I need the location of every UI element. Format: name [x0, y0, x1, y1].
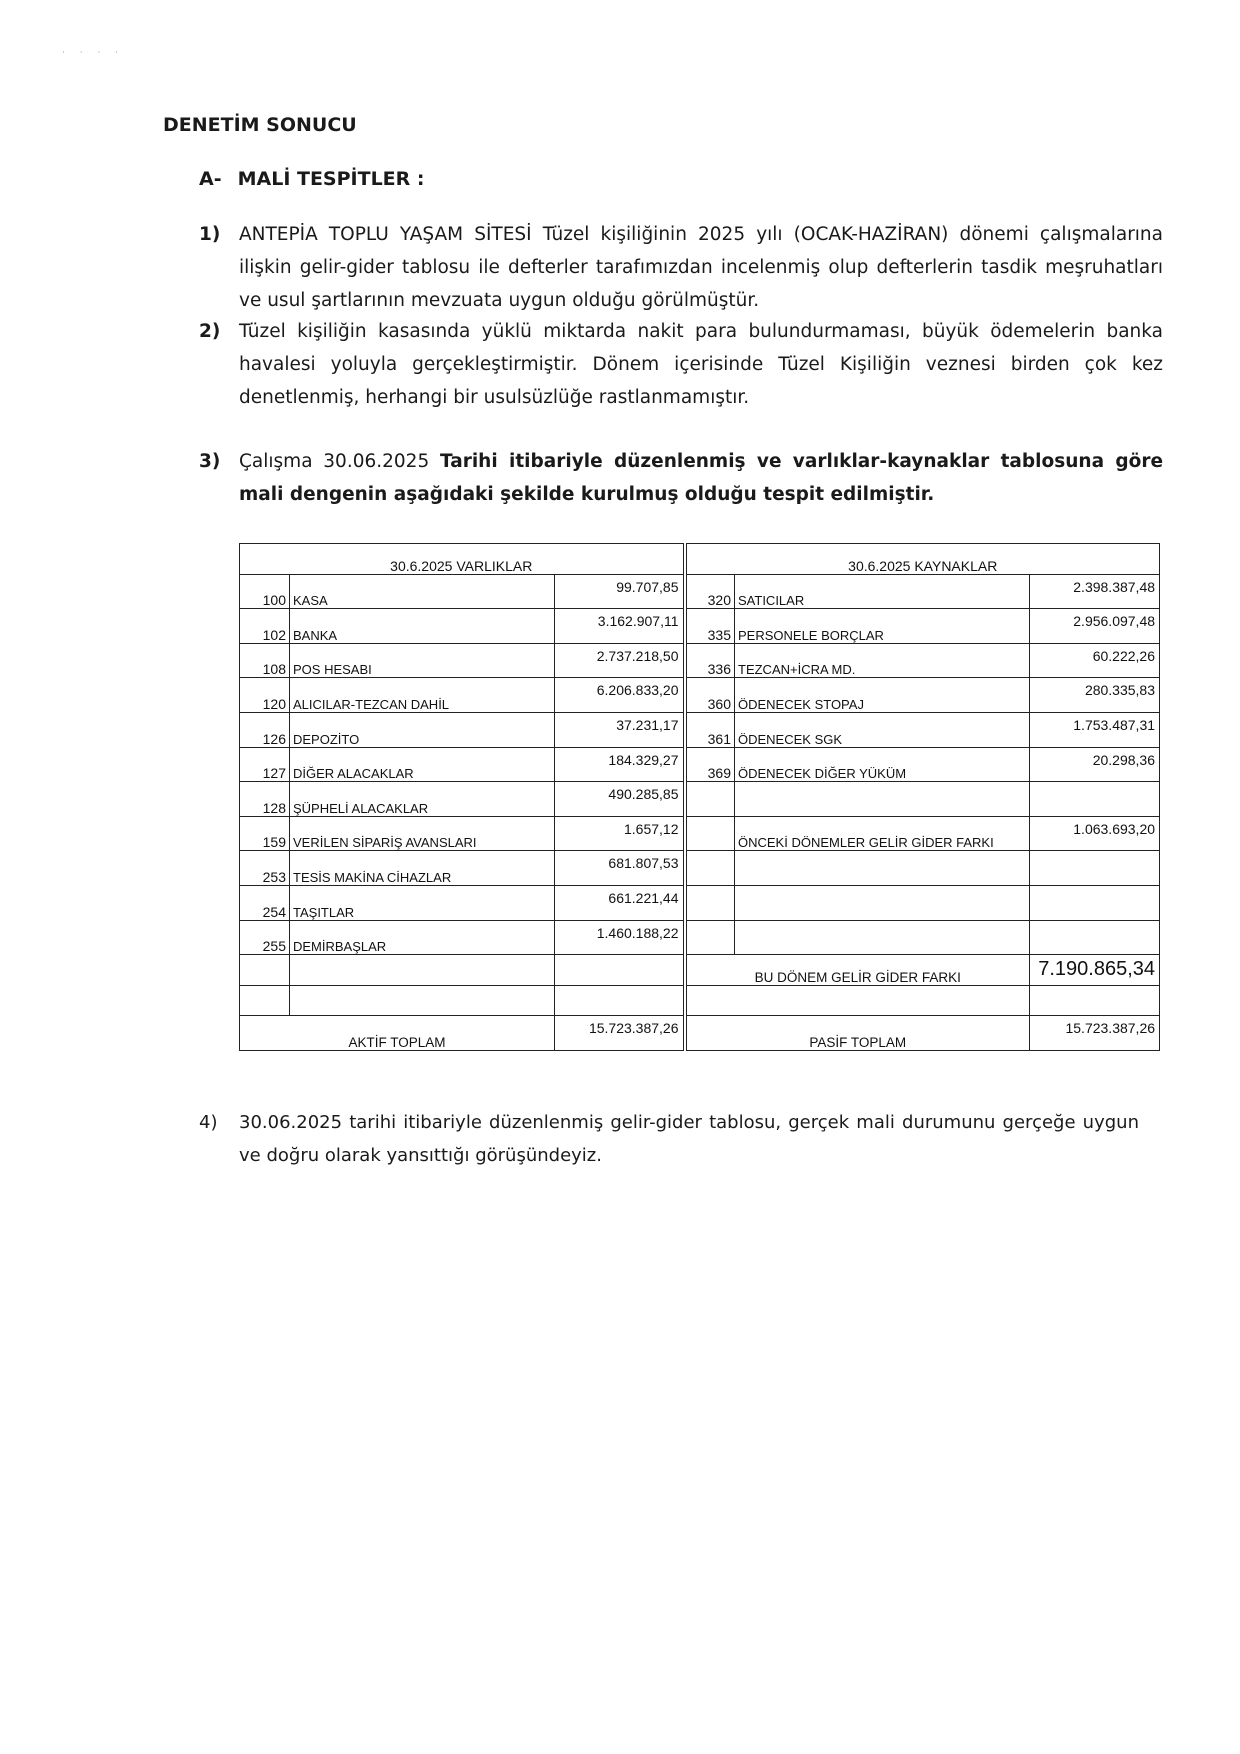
liability-name	[735, 885, 1030, 920]
empty-cell	[240, 955, 290, 986]
asset-amount: 490.285,85	[555, 782, 685, 817]
asset-code: 102	[240, 609, 290, 644]
period-diff-label: BU DÖNEM GELİR GİDER FARKI	[685, 955, 1030, 986]
liability-code: 369	[685, 747, 735, 782]
liability-code	[685, 885, 735, 920]
table-row	[240, 609, 1160, 644]
assets-header: 30.6.2025 VARLIKLAR	[240, 544, 685, 575]
liabilities-header: 30.6.2025 KAYNAKLAR	[685, 544, 1160, 575]
liability-code: 336	[685, 643, 735, 678]
table-row	[240, 885, 1160, 920]
liability-name	[735, 851, 1030, 886]
table-row	[240, 712, 1160, 747]
finding-item-2	[199, 315, 1163, 414]
liability-name: ÖDENECEK STOPAJ	[735, 678, 1030, 713]
liability-code	[685, 816, 735, 851]
empty-cell	[290, 955, 555, 986]
asset-name: BANKA	[290, 609, 555, 644]
liability-amount: 1.753.487,31	[1030, 712, 1160, 747]
asset-code: 108	[240, 643, 290, 678]
asset-name: TESİS MAKİNA CİHAZLAR	[290, 851, 555, 886]
table-row	[240, 574, 1160, 609]
item-text: Tüzel kişiliğin kasasında yüklü miktarda nakit para bulundurmaması, büyük ödemelerin banka havalesi yoluyla gerçekleştirmiştir. Dönem içerisinde Tüzel Kişiliğin veznesi birden çok kez denetlenmiş, herhangi bir usulsüzlüğe rastlanmamıştır.	[239, 321, 1163, 408]
empty-row	[240, 985, 1160, 1016]
liability-code	[685, 851, 735, 886]
table-row	[240, 851, 1160, 886]
item-text: 30.06.2025 tarihi itibariyle düzenlenmiş gelir-gider tablosu, gerçek mali durumunu gerçeğe uygun ve doğru olarak yansıttığı görüşündeyiz.	[239, 1112, 1139, 1166]
period-diff-row	[240, 955, 1160, 986]
asset-amount: 99.707,85	[555, 574, 685, 609]
asset-name: ALICILAR-TEZCAN DAHİL	[290, 678, 555, 713]
asset-code: 126	[240, 712, 290, 747]
liability-name: ÖNCEKİ DÖNEMLER GELİR GİDER FARKI	[735, 816, 1030, 851]
asset-amount: 3.162.907,11	[555, 609, 685, 644]
assets-total-label: AKTİF TOPLAM	[240, 1016, 555, 1051]
item-text: ANTEPİA TOPLU YAŞAM SİTESİ Tüzel kişiliğinin 2025 yılı (OCAK-HAZİRAN) dönemi çalışmalarına ilişkin gelir-gider tablosu ile defterler tarafımızdan incelenmiş olup defterlerin tasdik meşruhatları ve usul şartlarının mevzuata uygun olduğu görülmüştür.	[239, 224, 1163, 311]
balance-header-row	[240, 544, 1160, 575]
period-diff-amount: 7.190.865,34	[1030, 955, 1160, 986]
liability-name: TEZCAN+İCRA MD.	[735, 643, 1030, 678]
item-text-plain: Çalışma 30.06.2025	[239, 451, 430, 472]
asset-code: 253	[240, 851, 290, 886]
asset-name: TAŞITLAR	[290, 885, 555, 920]
asset-name: ŞÜPHELİ ALACAKLAR	[290, 782, 555, 817]
liability-amount	[1030, 920, 1160, 955]
liability-amount	[1030, 885, 1160, 920]
liability-name	[735, 920, 1030, 955]
liability-name: ÖDENECEK DİĞER YÜKÜM	[735, 747, 1030, 782]
item-number: 3)	[199, 451, 221, 472]
item-number: 2)	[199, 321, 221, 342]
asset-code: 120	[240, 678, 290, 713]
asset-name: KASA	[290, 574, 555, 609]
liability-code: 361	[685, 712, 735, 747]
scan-artifact: · · · ·	[62, 48, 125, 58]
asset-code: 159	[240, 816, 290, 851]
liabilities-total: 15.723.387,26	[1030, 1016, 1160, 1051]
asset-amount: 681.807,53	[555, 851, 685, 886]
finding-item-3	[199, 445, 1163, 511]
liability-amount: 280.335,83	[1030, 678, 1160, 713]
balance-body	[240, 574, 1160, 1050]
empty-cell	[290, 985, 555, 1016]
liability-amount: 2.398.387,48	[1030, 574, 1160, 609]
item-number: 1)	[199, 224, 221, 245]
asset-code: 100	[240, 574, 290, 609]
asset-code: 127	[240, 747, 290, 782]
liability-name: SATICILAR	[735, 574, 1030, 609]
asset-amount: 6.206.833,20	[555, 678, 685, 713]
liability-code: 320	[685, 574, 735, 609]
asset-name: POS HESABI	[290, 643, 555, 678]
asset-name: DEPOZİTO	[290, 712, 555, 747]
empty-cell	[555, 985, 685, 1016]
finding-item-1	[199, 218, 1163, 317]
asset-amount: 1.460.188,22	[555, 920, 685, 955]
liability-name: PERSONELE BORÇLAR	[735, 609, 1030, 644]
item-number: 4)	[199, 1112, 218, 1133]
liability-amount: 60.222,26	[1030, 643, 1160, 678]
section-heading	[199, 168, 425, 190]
asset-amount: 1.657,12	[555, 816, 685, 851]
item-text-bold: Tarihi itibariyle düzenlenmiş ve varlıklar-kaynaklar tablosuna göre mali dengenin aşağıdaki şekilde kurulmuş olduğu tespit edilmiştir.	[239, 451, 1163, 505]
section-letter: A-	[199, 168, 222, 190]
assets-total: 15.723.387,26	[555, 1016, 685, 1051]
asset-amount: 37.231,17	[555, 712, 685, 747]
asset-name: DEMİRBAŞLAR	[290, 920, 555, 955]
finding-item-4	[199, 1106, 1139, 1172]
asset-name: VERİLEN SİPARİŞ AVANSLARI	[290, 816, 555, 851]
empty-cell	[1030, 985, 1160, 1016]
empty-cell	[555, 955, 685, 986]
balance-table	[239, 543, 1160, 1051]
table-row	[240, 678, 1160, 713]
table-row	[240, 816, 1160, 851]
liabilities-total-label: PASİF TOPLAM	[685, 1016, 1030, 1051]
report-title: DENETİM SONUCU	[163, 114, 357, 136]
empty-cell	[685, 985, 1030, 1016]
asset-code: 254	[240, 885, 290, 920]
asset-code: 255	[240, 920, 290, 955]
liability-amount: 20.298,36	[1030, 747, 1160, 782]
asset-code: 128	[240, 782, 290, 817]
asset-amount: 184.329,27	[555, 747, 685, 782]
empty-cell	[240, 985, 290, 1016]
liability-amount	[1030, 782, 1160, 817]
asset-amount: 661.221,44	[555, 885, 685, 920]
liability-amount: 1.063.693,20	[1030, 816, 1160, 851]
liability-code	[685, 782, 735, 817]
liability-code: 360	[685, 678, 735, 713]
liability-amount: 2.956.097,48	[1030, 609, 1160, 644]
table-row	[240, 747, 1160, 782]
liability-name	[735, 782, 1030, 817]
liability-code: 335	[685, 609, 735, 644]
table-row	[240, 920, 1160, 955]
liability-code	[685, 920, 735, 955]
totals-row	[240, 1016, 1160, 1051]
item-text	[239, 445, 1163, 511]
asset-amount: 2.737.218,50	[555, 643, 685, 678]
section-title: MALİ TESPİTLER :	[237, 168, 425, 190]
liability-amount	[1030, 851, 1160, 886]
table-row	[240, 782, 1160, 817]
table-row	[240, 643, 1160, 678]
liability-name: ÖDENECEK SGK	[735, 712, 1030, 747]
asset-name: DİĞER ALACAKLAR	[290, 747, 555, 782]
